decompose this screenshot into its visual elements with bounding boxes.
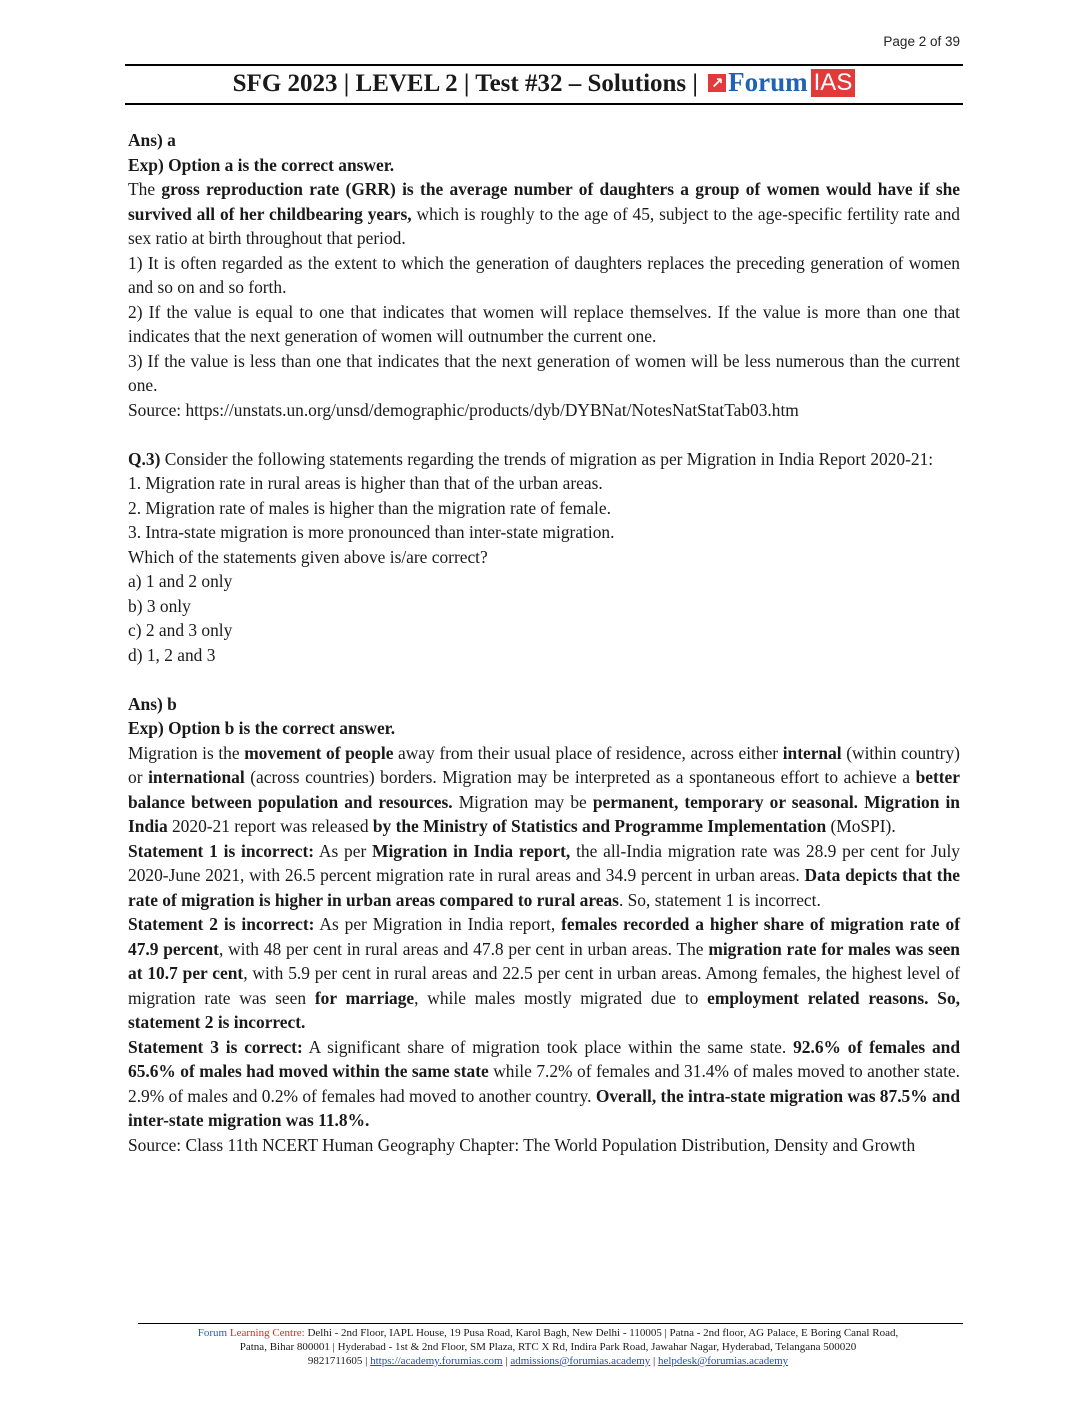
text: Migration is the bbox=[128, 742, 245, 763]
paragraph bbox=[128, 300, 960, 349]
separator: | bbox=[362, 1355, 371, 1367]
bold-text: Migration in India report, bbox=[372, 840, 571, 861]
bold-text: Q.3) bbox=[128, 448, 161, 469]
paragraph bbox=[128, 569, 960, 594]
blank-line bbox=[128, 667, 960, 692]
paragraph bbox=[128, 349, 960, 398]
bold-text: for marriage bbox=[314, 987, 415, 1008]
paragraph bbox=[128, 545, 960, 570]
admissions-email-link[interactable]: admissions@forumias.academy bbox=[510, 1355, 651, 1367]
text: a) 1 and 2 only bbox=[128, 571, 233, 591]
text: The bbox=[128, 179, 162, 199]
logo-ias: IAS bbox=[811, 69, 856, 97]
bold-text: internal bbox=[782, 742, 842, 763]
bold-text: 92.6% of females and 65.6% of males had moved within the same state bbox=[128, 1036, 960, 1081]
page-footer bbox=[128, 1326, 968, 1368]
bold-text: permanent, temporary or seasonal. Migration in India bbox=[128, 791, 960, 836]
arrow-icon: ↗ bbox=[708, 74, 726, 92]
paragraph bbox=[128, 839, 960, 913]
helpdesk-email-link[interactable]: helpdesk@forumias.academy bbox=[657, 1355, 789, 1367]
blank-line bbox=[128, 422, 960, 447]
footer-phone: 9821711605 bbox=[307, 1355, 363, 1367]
bold-text: migration rate for males was seen at 10.7 per cent bbox=[128, 938, 960, 983]
footer-address-1: Delhi - 2nd Floor, IAPL House, 19 Pusa Road, Karol Bagh, New Delhi - 110005 | Patna - 2nd floor, AG Palace, E Boring Canal Road, bbox=[304, 1327, 899, 1339]
bold-text: international bbox=[148, 767, 245, 787]
header-top-rule bbox=[125, 64, 963, 66]
bold-text: Exp) Option b is the correct answer. bbox=[128, 718, 396, 738]
paragraph bbox=[128, 153, 960, 178]
text: Which of the statements given above is/are correct? bbox=[128, 546, 488, 567]
paragraph bbox=[128, 1133, 960, 1158]
text: , while males mostly migrated due to bbox=[414, 987, 708, 1008]
text: which is roughly to the age of 45, subject to the age-specific fertility rate and sex ratio at birth throughout that period. bbox=[128, 203, 960, 248]
text: (within country) or bbox=[128, 742, 960, 787]
text: Source: Class 11th NCERT Human Geography Chapter: The World Population Distribution, Density and Growth bbox=[128, 1134, 916, 1155]
text: b) 3 only bbox=[128, 595, 191, 616]
paragraph bbox=[128, 447, 960, 472]
text: As per bbox=[314, 840, 373, 861]
footer-address-2: Patna, Bihar 800001 | Hyderabad - 1st & 2nd Floor, SM Plaza, RTC X Rd, Indira Park Road, Jawahar Nagar, Hyderabad, Telangana 500020 bbox=[239, 1341, 857, 1353]
bold-text: Ans) b bbox=[128, 693, 177, 714]
text: , with 48 per cent in rural areas and 47.8 per cent in urban areas. The bbox=[218, 938, 709, 959]
paragraph bbox=[128, 741, 960, 839]
paragraph bbox=[128, 251, 960, 300]
paragraph bbox=[128, 912, 960, 1035]
bold-text: Ans) a bbox=[128, 130, 176, 150]
paragraph bbox=[128, 643, 960, 668]
text: . So, statement 1 is incorrect. bbox=[618, 889, 821, 910]
text: away from their usual place of residence, across either bbox=[393, 742, 783, 763]
text: while 7.2% of females and 31.4% of males moved to another state. 2.9% of males and 0.2% of females had moved to another country. bbox=[128, 1061, 960, 1106]
text: 3) If the value is less than one that indicates that the next generation of women will be less numerous than the current one. bbox=[128, 350, 960, 395]
forumias-logo bbox=[708, 67, 855, 98]
website-link[interactable]: https://academy.forumias.com bbox=[370, 1355, 503, 1367]
footer-brand-forum: Forum bbox=[197, 1327, 228, 1339]
paragraph bbox=[128, 692, 960, 717]
bold-text: gross reproduction rate (GRR) is the average number of daughters a group of women would have if she survived all of her childbearing years, bbox=[128, 179, 960, 224]
page-header bbox=[125, 67, 963, 101]
bold-text: by the Ministry of Statistics and Programme Implementation bbox=[372, 816, 827, 836]
bold-text: movement of people bbox=[244, 742, 394, 763]
page-number: Page 2 of 39 bbox=[883, 34, 960, 49]
bold-text: better balance between population and resources. bbox=[128, 767, 960, 812]
paragraph bbox=[128, 177, 960, 251]
bold-text: Overall, the intra-state migration was 87.5% and inter-state migration was 11.8%. bbox=[128, 1085, 961, 1130]
paragraph bbox=[128, 496, 960, 521]
text: Source: https://unstats.un.org/unsd/demographic/products/dyb/DYBNat/NotesNatStatTab03.htm bbox=[128, 399, 799, 420]
logo-forum: Forum bbox=[728, 67, 808, 97]
paragraph bbox=[128, 594, 960, 619]
text: 2020-21 report was released bbox=[167, 816, 373, 836]
text: Consider the following statements regarding the trends of migration as per Migration in India Report 2020-21: bbox=[160, 448, 934, 469]
text: c) 2 and 3 only bbox=[128, 620, 233, 640]
paragraph bbox=[128, 1035, 960, 1133]
footer-rule bbox=[138, 1323, 963, 1324]
paragraph bbox=[128, 618, 960, 643]
paragraph bbox=[128, 398, 960, 423]
text: 1) It is often regarded as the extent to which the generation of daughters replaces the preceding generation of women and so on and so forth. bbox=[128, 252, 960, 297]
paragraph bbox=[128, 520, 960, 545]
bold-text: Statement 1 is incorrect: bbox=[128, 840, 315, 861]
footer-brand-centre: Learning Centre: bbox=[229, 1327, 305, 1339]
text: 2. Migration rate of males is higher than the migration rate of female. bbox=[128, 497, 611, 518]
bold-text: employment related reasons. So, statement 2 is incorrect. bbox=[128, 987, 960, 1032]
text: 2) If the value is equal to one that indicates that women will replace themselves. If the value is more than one that indicates that the next generation of women will outnumber the current one. bbox=[128, 301, 960, 346]
bold-text: Exp) Option a is the correct answer. bbox=[128, 154, 395, 175]
document-body bbox=[128, 128, 960, 1157]
text: Migration may be bbox=[452, 791, 593, 812]
paragraph bbox=[128, 471, 960, 496]
text: 3. Intra-state migration is more pronounced than inter-state migration. bbox=[128, 522, 615, 542]
header-title: SFG 2023 | LEVEL 2 | Test #32 – Solutions | bbox=[232, 70, 698, 98]
header-bottom-rule bbox=[125, 103, 963, 105]
text: , with 5.9 per cent in rural areas and 22.5 per cent in urban areas. Among females, the highest level of migration rate was seen bbox=[128, 963, 960, 1008]
bold-text: Statement 2 is incorrect: bbox=[128, 914, 315, 934]
bold-text: Statement 3 is correct: bbox=[128, 1036, 303, 1057]
text: (across countries) borders. Migration may be interpreted as a spontaneous effort to achieve a bbox=[244, 767, 916, 787]
bold-text: females recorded a higher share of migration rate of 47.9 percent bbox=[128, 914, 960, 959]
bold-text: Data depicts that the rate of migration is higher in urban areas compared to rural areas bbox=[128, 865, 960, 910]
text: As per Migration in India report, bbox=[314, 914, 562, 934]
text: d) 1, 2 and 3 bbox=[128, 644, 216, 665]
separator: | bbox=[502, 1355, 511, 1367]
text: 1. Migration rate in rural areas is higher than that of the urban areas. bbox=[128, 473, 603, 493]
paragraph bbox=[128, 128, 960, 153]
separator: | bbox=[650, 1355, 658, 1367]
text: the all-India migration rate was 28.9 per cent for July 2020-June 2021, with 26.5 percent migration rate in rural areas and 34.9 percent in urban areas. bbox=[128, 840, 960, 885]
paragraph bbox=[128, 716, 960, 741]
text: (MoSPI). bbox=[826, 816, 896, 836]
text: A significant share of migration took place within the same state. bbox=[302, 1036, 794, 1057]
